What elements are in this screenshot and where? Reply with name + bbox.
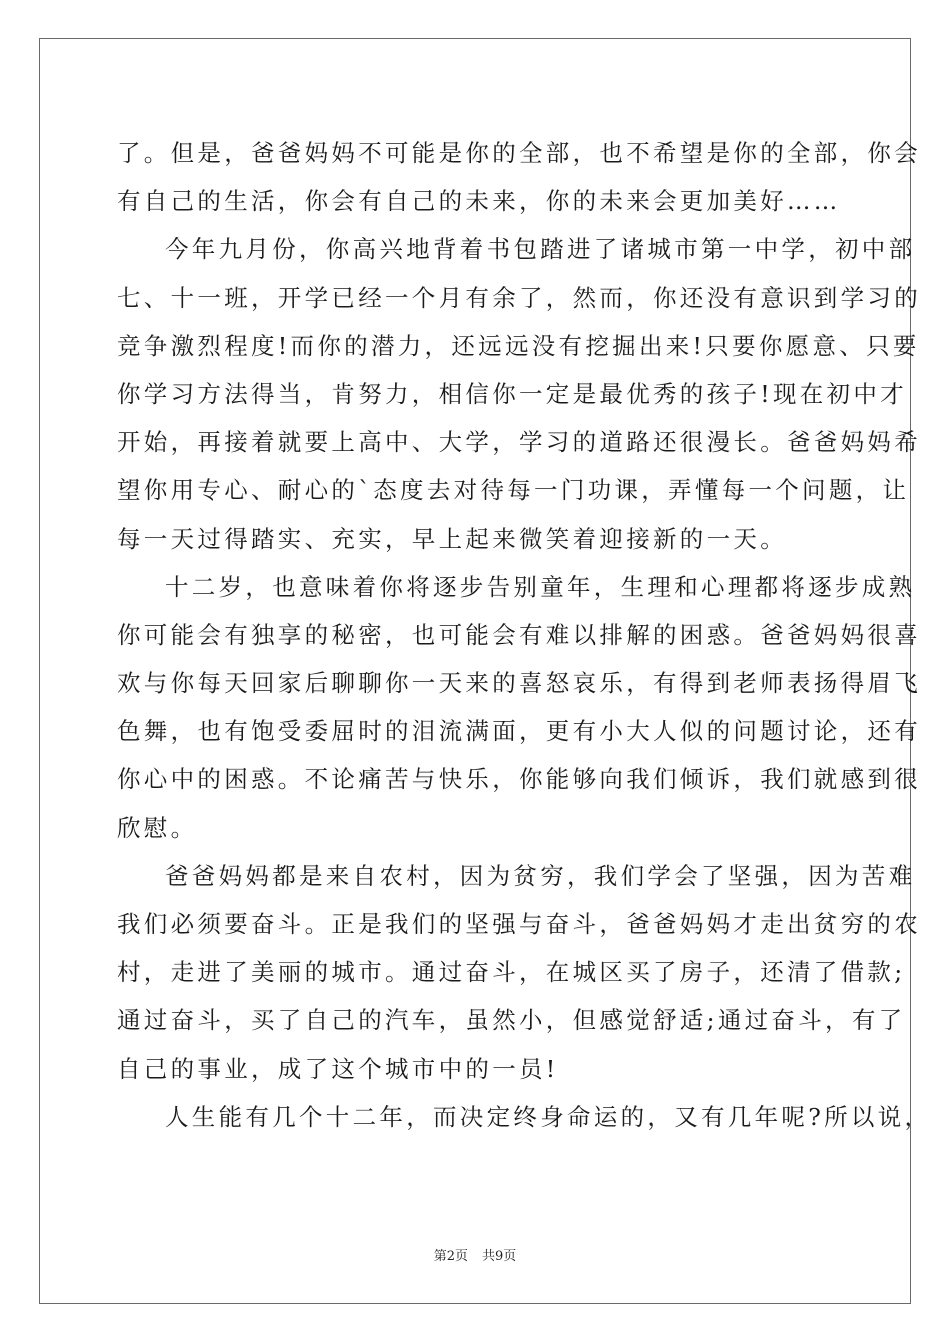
- text-line: 欢与你每天回家后聊聊你一天来的喜怒哀乐，有得到老师表扬得眉飞: [117, 669, 921, 698]
- text-line: 望你用专心、耐心的`态度去对待每一门功课，弄懂每一个问题，让: [117, 476, 910, 505]
- text-line: 开始，再接着就要上高中、大学，学习的道路还很漫长。爸爸妈妈希: [117, 428, 921, 457]
- text-line: 每一天过得踏实、充实，早上起来微笑着迎接新的一天。: [117, 524, 787, 553]
- text-line: 竞争激烈程度!而你的潜力，还远远没有挖掘出来!只要你愿意、只要: [117, 331, 920, 360]
- text-line: 通过奋斗，买了自己的汽车，虽然小，但感觉舒适;通过奋斗，有了: [117, 1006, 906, 1035]
- document-body: [117, 129, 932, 1141]
- text-line: 了。但是，爸爸妈妈不可能是你的全部，也不希望是你的全部，你会: [117, 139, 921, 167]
- text-line: 人生能有几个十二年，而决定终身命运的，又有几年呢?所以说，: [165, 1102, 932, 1131]
- text-line: 欣慰。: [117, 813, 198, 842]
- text-line: 自己的事业，成了这个城市中的一员!: [117, 1054, 559, 1083]
- page-number: 第2页: [433, 1249, 468, 1264]
- page-total: 共9页: [482, 1249, 517, 1264]
- text-line: 你心中的困惑。不论痛苦与快乐，你能够向我们倾诉，我们就感到很: [117, 765, 921, 794]
- page-footer: [0, 1245, 950, 1264]
- text-line: 你可能会有独享的秘密，也可能会有难以排解的困惑。爸爸妈妈很喜: [117, 620, 921, 649]
- text-line: 村，走进了美丽的城市。通过奋斗，在城区买了房子，还清了借款;: [117, 958, 906, 987]
- text-line: 有自己的生活，你会有自己的未来，你的未来会更加美好……: [117, 187, 841, 216]
- text-line: 色舞，也有饱受委屈时的泪流满面，更有小大人似的问题讨论，还有: [117, 717, 921, 746]
- text-line: 今年九月份，你高兴地背着书包踏进了诸城市第一中学，初中部: [165, 235, 916, 264]
- text-line: 我们必须要奋斗。正是我们的坚强与奋斗，爸爸妈妈才走出贫穷的农: [117, 910, 921, 938]
- text-line: 十二岁，也意味着你将逐步告别童年，生理和心理都将逐步成熟: [165, 572, 916, 601]
- text-line: 爸爸妈妈都是来自农村，因为贫穷，我们学会了坚强，因为苦难: [165, 861, 916, 890]
- text-line: 七、十一班，开学已经一个月有余了，然而，你还没有意识到学习的: [117, 283, 921, 312]
- text-line: 你学习方法得当，肯努力，相信你一定是最优秀的孩子!现在初中才: [117, 379, 907, 408]
